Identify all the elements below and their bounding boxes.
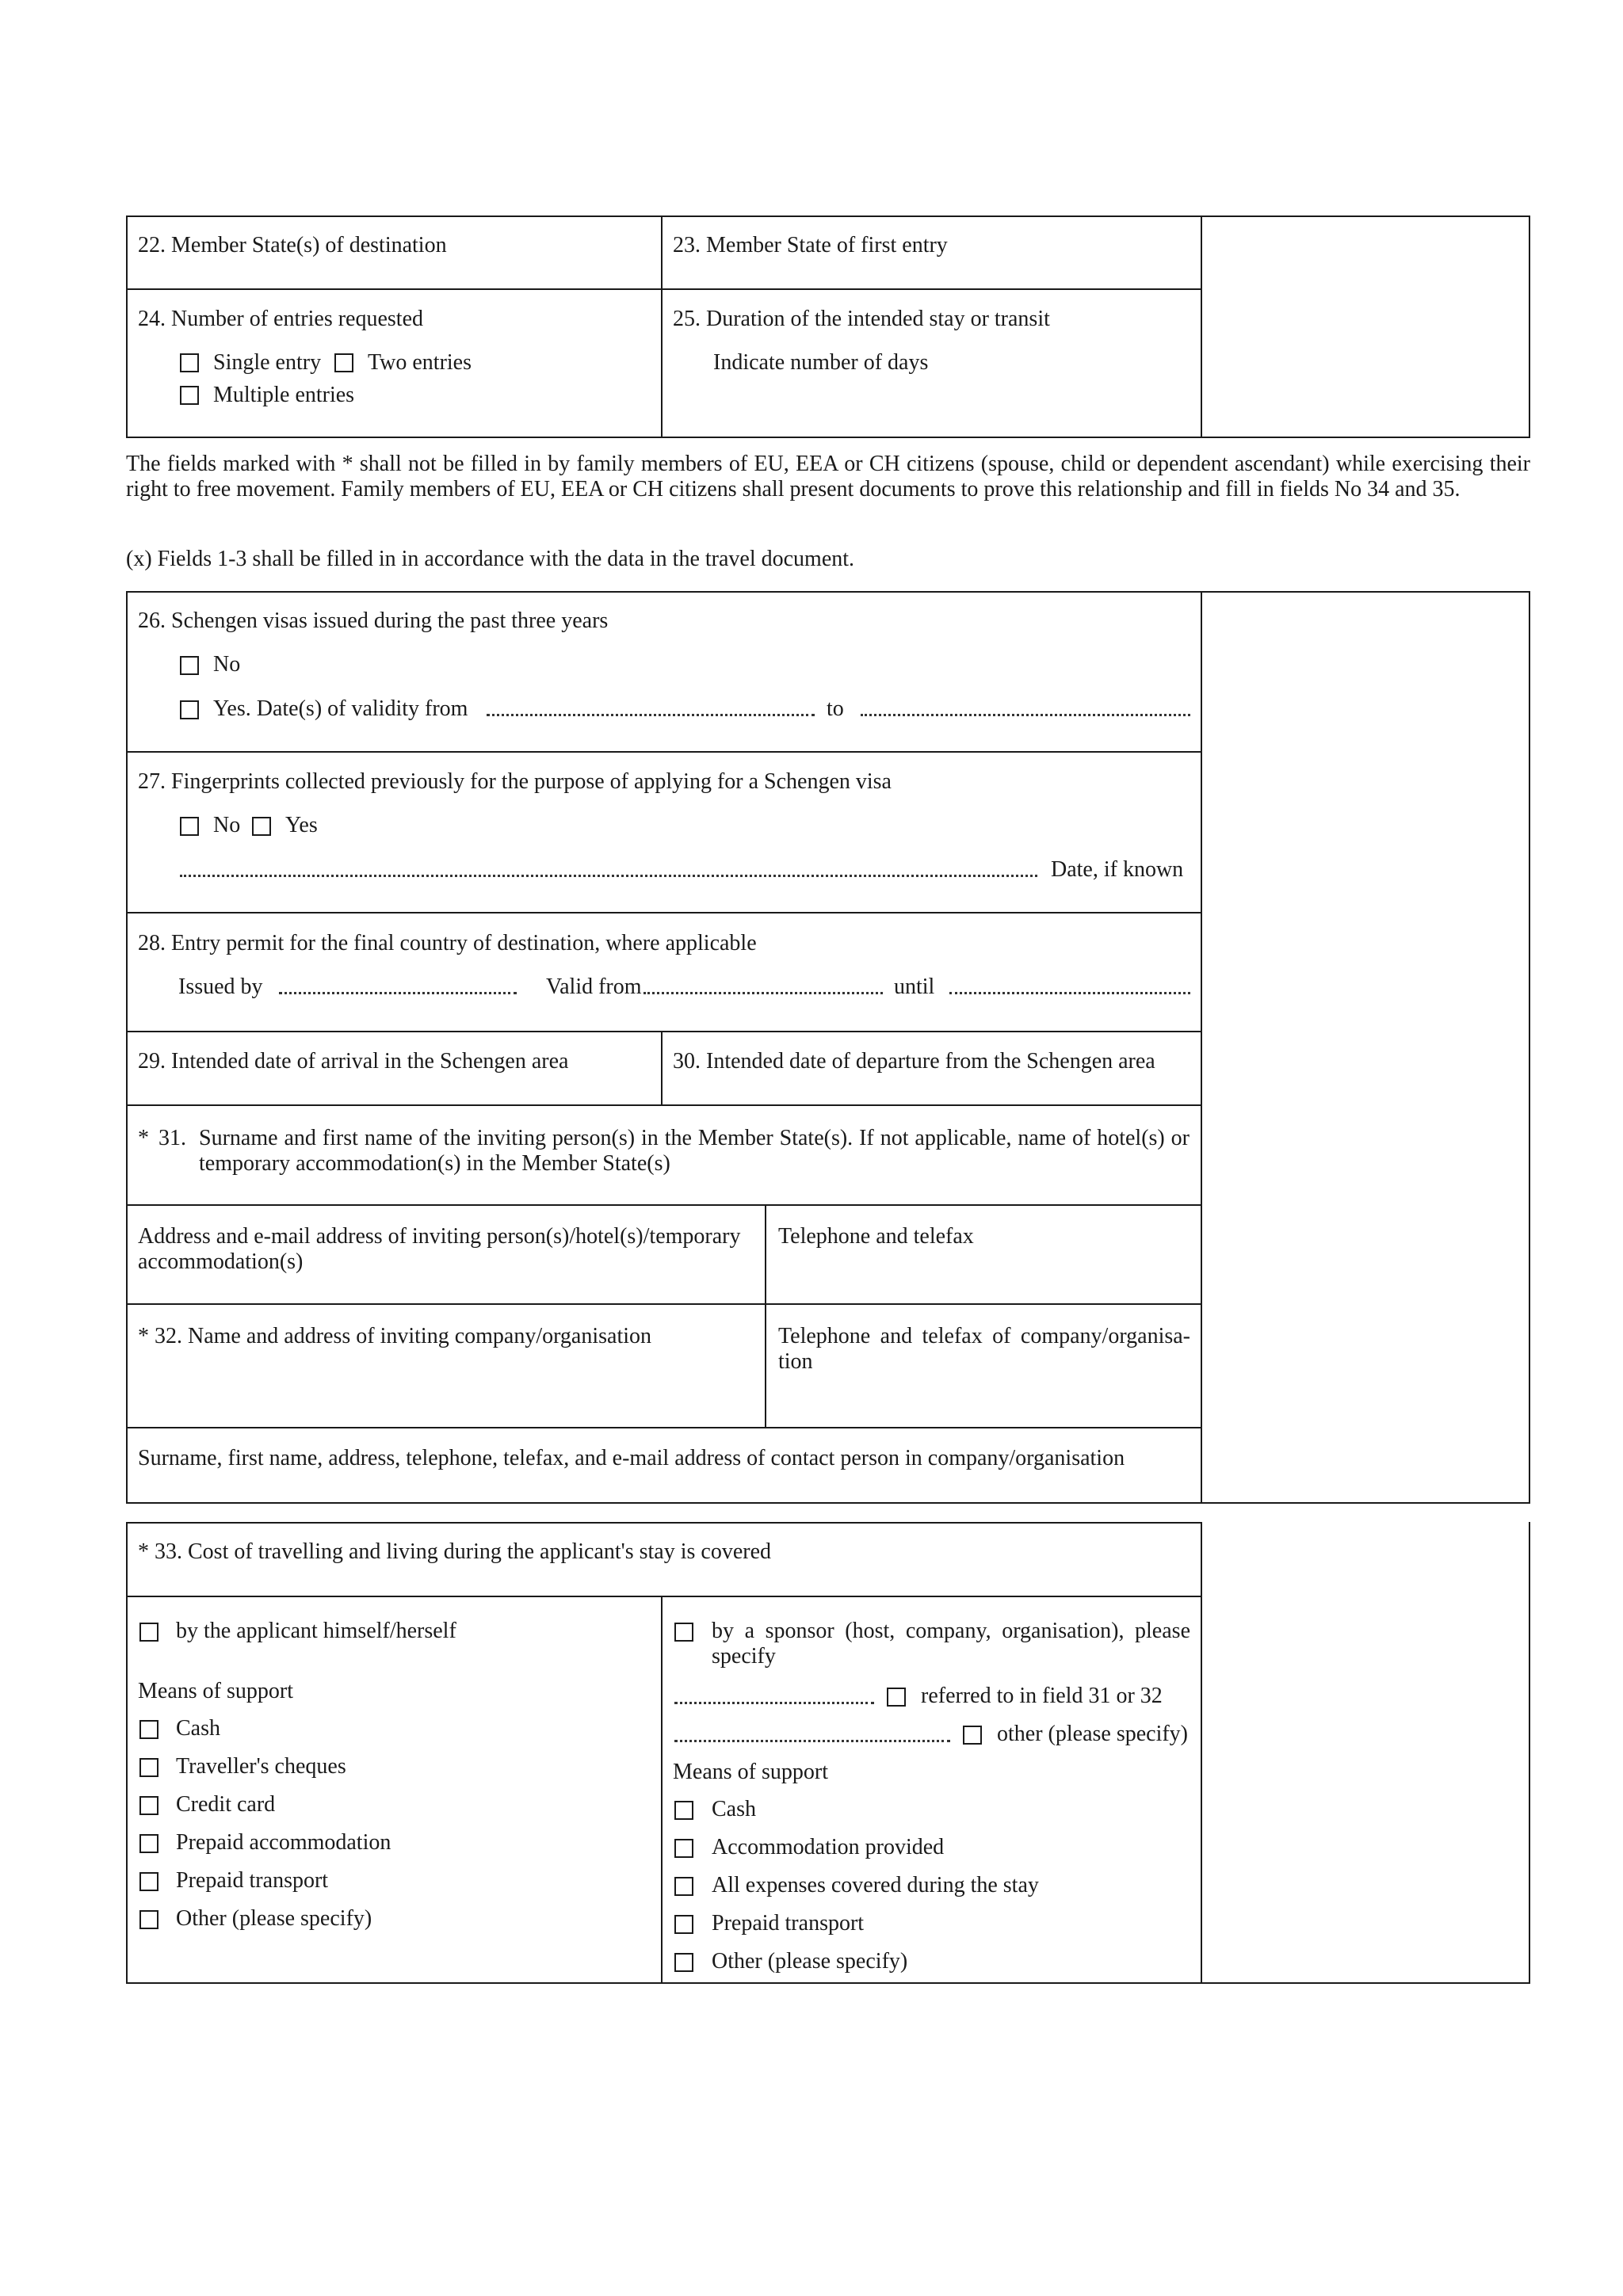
divider xyxy=(126,912,1202,913)
divider xyxy=(126,1031,1202,1032)
until-line[interactable] xyxy=(949,992,1190,994)
fingerprints-no-label: No xyxy=(213,813,241,837)
divider xyxy=(765,1204,766,1428)
field-31-star: * xyxy=(138,1126,149,1150)
field-30-label: 30. Intended date of departure from the Schengen area xyxy=(673,1049,1155,1074)
divider xyxy=(126,1427,1202,1428)
visas-yes-checkbox[interactable] xyxy=(180,700,199,719)
fingerprints-yes-checkbox[interactable] xyxy=(252,817,271,836)
field-23-label: 23. Member State of first entry xyxy=(673,233,948,257)
left-credit-card-checkbox[interactable] xyxy=(139,1796,158,1815)
field-31-label: Surname and first name of the inviting person(s) in the Member State(s). If not applicable, name of hotel(s) or temporary accommodation(s) in the Member State(s) xyxy=(199,1126,1190,1176)
field-27-label: 27. Fingerprints collected previously for the purpose of applying for a Schengen visa xyxy=(138,769,892,794)
fields-note: (x) Fields 1-3 shall be filled in in accordance with the data in the travel document. xyxy=(126,547,855,571)
divider xyxy=(126,751,1202,753)
right-all-expenses-checkbox[interactable] xyxy=(674,1877,693,1896)
fingerprints-date-line[interactable] xyxy=(180,875,1037,877)
left-other-checkbox[interactable] xyxy=(139,1910,158,1929)
divider xyxy=(661,1596,663,1984)
other-sponsor-checkbox[interactable] xyxy=(963,1726,982,1745)
divider xyxy=(1201,1982,1530,1984)
visas-no-checkbox[interactable] xyxy=(180,656,199,675)
field-31-number: 31. xyxy=(158,1126,186,1150)
means-of-support-left-label: Means of support xyxy=(138,1679,293,1703)
field-24-label: 24. Number of entries requested xyxy=(138,307,423,331)
until-label: until xyxy=(894,974,935,999)
referred-field-label: referred to in field 31 or 32 xyxy=(921,1684,1163,1708)
family-members-note: The fields marked with * shall not be filled in by family members of EU, EEA or CH citizens (spouse, child or dependent ascendant) while exercising their right to free movement. Family members of EU, EEA or CH citizens shall present documents to prove this relationship and fill in fields No 34 and 35. xyxy=(126,452,1530,502)
visas-yes-label: Yes. Date(s) of validity from xyxy=(213,696,468,721)
divider xyxy=(126,1204,1202,1206)
validity-to-line[interactable] xyxy=(861,714,1190,716)
issued-by-line[interactable] xyxy=(279,992,517,994)
right-prepaid-transport-checkbox[interactable] xyxy=(674,1915,693,1934)
divider xyxy=(126,288,1202,290)
validity-to-label: to xyxy=(827,696,844,721)
right-all-expenses-label: All expenses covered during the stay xyxy=(712,1873,1039,1897)
left-cash-label: Cash xyxy=(176,1716,220,1741)
referred-field-checkbox[interactable] xyxy=(887,1688,906,1707)
right-accommodation-provided-label: Accommodation provided xyxy=(712,1835,945,1859)
divider xyxy=(126,1303,1202,1305)
left-credit-card-label: Credit card xyxy=(176,1792,276,1817)
left-prepaid-accommodation-checkbox[interactable] xyxy=(139,1834,158,1853)
divider xyxy=(126,1104,1202,1106)
field-22-label: 22. Member State(s) of destination xyxy=(138,233,447,257)
left-cash-checkbox[interactable] xyxy=(139,1720,158,1739)
left-other-label: Other (please specify) xyxy=(176,1906,372,1931)
fingerprints-no-checkbox[interactable] xyxy=(180,817,199,836)
valid-from-line[interactable] xyxy=(643,992,883,994)
field-28-label: 28. Entry permit for the final country of destination, where applicable xyxy=(138,931,757,955)
issued-by-label: Issued by xyxy=(178,974,263,999)
two-entries-label: Two entries xyxy=(368,350,472,375)
right-cash-checkbox[interactable] xyxy=(674,1801,693,1820)
single-entry-checkbox[interactable] xyxy=(180,353,199,372)
other-sponsor-label: other (please specify) xyxy=(997,1722,1188,1746)
field-32-label: * 32. Name and address of inviting company/organisation xyxy=(138,1324,652,1348)
left-travellers-cheques-checkbox[interactable] xyxy=(139,1758,158,1777)
field-25-hint: Indicate number of days xyxy=(713,350,929,375)
field-32-phone-label: Telephone and telefax of company/organisa- tion xyxy=(778,1324,1190,1374)
field-31-address-label: Address and e-mail address of inviting person(s)/hotel(s)/temporary accommodation(s) xyxy=(138,1224,741,1274)
applicant-himself-label: by the applicant himself/herself xyxy=(176,1619,456,1643)
valid-from-label: Valid from xyxy=(546,974,642,999)
divider xyxy=(126,1596,1202,1597)
sponsor-other-line[interactable] xyxy=(674,1740,950,1742)
fingerprints-yes-label: Yes xyxy=(285,813,318,837)
right-cash-label: Cash xyxy=(712,1797,756,1821)
divider xyxy=(1529,1522,1530,1984)
sponsor-referred-line[interactable] xyxy=(674,1702,874,1704)
divider xyxy=(661,1031,663,1106)
left-travellers-cheques-label: Traveller's cheques xyxy=(176,1754,346,1779)
field-33-label: * 33. Cost of travelling and living during the applicant's stay is covered xyxy=(138,1539,771,1564)
single-entry-label: Single entry xyxy=(213,350,322,375)
fingerprints-date-label: Date, if known xyxy=(1051,857,1184,882)
right-other-checkbox[interactable] xyxy=(674,1953,693,1972)
left-prepaid-accommodation-label: Prepaid accommodation xyxy=(176,1830,391,1855)
field-31-phone-label: Telephone and telefax xyxy=(778,1224,974,1249)
multiple-entries-label: Multiple entries xyxy=(213,383,355,407)
visas-no-label: No xyxy=(213,652,241,677)
applicant-himself-checkbox[interactable] xyxy=(139,1623,158,1642)
two-entries-checkbox[interactable] xyxy=(334,353,353,372)
right-prepaid-transport-label: Prepaid transport xyxy=(712,1911,865,1936)
office-use-column xyxy=(1202,217,1529,437)
sponsor-label: by a sponsor (host, company, organisation), please specify xyxy=(712,1619,1190,1669)
field-26-label: 26. Schengen visas issued during the past three years xyxy=(138,608,609,633)
right-other-label: Other (please specify) xyxy=(712,1949,908,1974)
field-29-label: 29. Intended date of arrival in the Schengen area xyxy=(138,1049,569,1074)
validity-from-line[interactable] xyxy=(487,714,815,716)
office-use-column xyxy=(1202,593,1529,1502)
sponsor-checkbox[interactable] xyxy=(674,1623,693,1642)
right-accommodation-provided-checkbox[interactable] xyxy=(674,1839,693,1858)
left-prepaid-transport-checkbox[interactable] xyxy=(139,1872,158,1891)
divider xyxy=(661,215,663,438)
field-25-label: 25. Duration of the intended stay or transit xyxy=(673,307,1050,331)
contact-person-label: Surname, first name, address, telephone, telefax, and e-mail address of contact person in company/organisation xyxy=(138,1446,1125,1470)
means-of-support-right-label: Means of support xyxy=(673,1760,828,1784)
left-prepaid-transport-label: Prepaid transport xyxy=(176,1868,329,1893)
multiple-entries-checkbox[interactable] xyxy=(180,386,199,405)
